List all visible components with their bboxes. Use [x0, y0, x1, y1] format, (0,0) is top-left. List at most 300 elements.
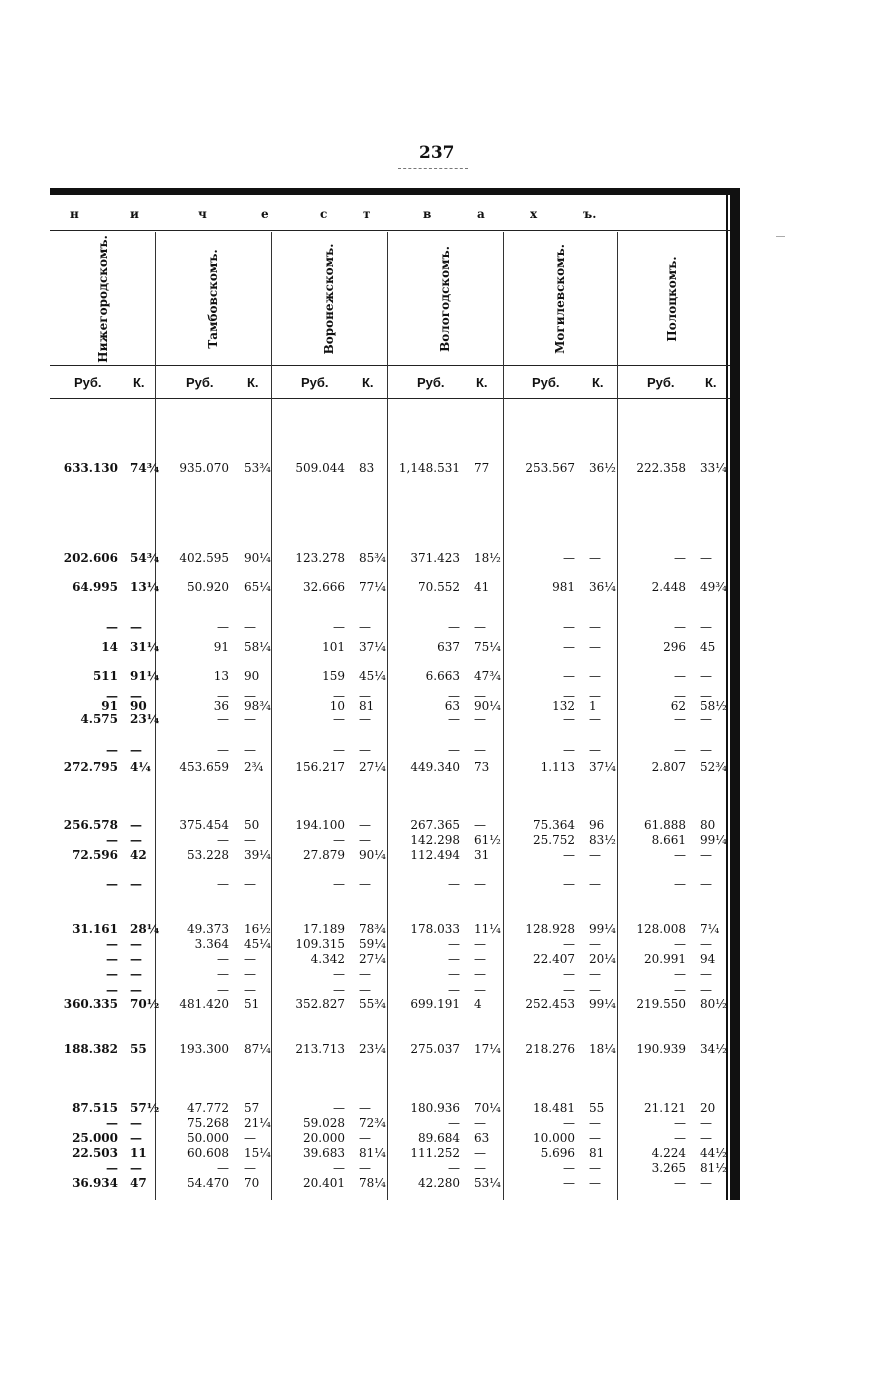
cell-rubles: — [448, 952, 460, 966]
cell-rubles: 21.121 [644, 1101, 686, 1115]
cell-kopecks: 33¼ [700, 461, 727, 475]
cell-kopecks: — [474, 983, 486, 997]
unit-kop: К. [362, 375, 374, 390]
cell-rubles: 20.401 [303, 1176, 345, 1190]
column-header-cell [271, 232, 387, 365]
column-header-cell [50, 232, 155, 365]
cell-kopecks: — [359, 1101, 371, 1115]
cell-kopecks: — [589, 640, 601, 654]
cell-kopecks: — [589, 551, 601, 565]
cell-kopecks: 58½ [700, 699, 727, 713]
unit-rub: Руб. [301, 375, 329, 390]
cell-rubles: — [563, 1116, 575, 1130]
cell-rubles: 10.000 [533, 1131, 575, 1145]
cell-kopecks: — [589, 848, 601, 862]
cell-rubles: — [448, 712, 460, 726]
cell-kopecks: 58¼ [244, 640, 271, 654]
cell-rubles: 60.608 [187, 1146, 229, 1160]
cell-kopecks: — [700, 848, 712, 862]
cell-rubles: 142.298 [410, 833, 460, 847]
cell-rubles: 4.575 [80, 712, 118, 726]
cell-kopecks: — [589, 877, 601, 891]
header-letter: и [130, 207, 139, 221]
unit-kop: К. [247, 375, 259, 390]
cell-kopecks: — [589, 620, 601, 634]
cell-rubles: 91 [213, 640, 229, 654]
cell-kopecks: — [130, 620, 142, 634]
cell-rubles: — [217, 983, 229, 997]
cell-kopecks: 85¾ [359, 551, 386, 565]
cell-kopecks: — [474, 743, 486, 757]
cell-kopecks: 37¼ [359, 640, 386, 654]
cell-kopecks: — [589, 1131, 601, 1145]
cell-rubles: — [217, 833, 229, 847]
units-rule [50, 398, 730, 399]
cell-kopecks: — [130, 877, 142, 891]
cell-rubles: — [674, 1131, 686, 1145]
cell-rubles: 50.920 [187, 580, 229, 594]
cell-rubles: 218.276 [525, 1042, 575, 1056]
cell-kopecks: — [589, 1116, 601, 1130]
cell-kopecks: 23¼ [359, 1042, 386, 1056]
cell-kopecks: 18½ [474, 551, 501, 565]
cell-kopecks: — [130, 1131, 142, 1145]
cell-rubles: 194.100 [295, 818, 345, 832]
cell-kopecks: 78¾ [359, 922, 386, 936]
cell-rubles: — [448, 983, 460, 997]
cell-rubles: 5.696 [540, 1146, 575, 1160]
cell-kopecks: 55 [130, 1042, 147, 1056]
cell-rubles: — [563, 669, 575, 683]
cell-rubles: 159 [322, 669, 345, 683]
cell-kopecks: — [700, 877, 712, 891]
cell-rubles: 59.028 [303, 1116, 345, 1130]
cell-rubles: 13 [213, 669, 229, 683]
unit-rub: Руб. [647, 375, 675, 390]
cell-rubles: — [448, 689, 460, 703]
cell-rubles: 935.070 [179, 461, 229, 475]
cell-rubles: — [333, 877, 345, 891]
column-name: Тамбовскомъ. [206, 248, 220, 349]
cell-kopecks: 99¼ [589, 997, 616, 1011]
cell-rubles: — [674, 689, 686, 703]
cell-rubles: 3.364 [194, 937, 229, 951]
column-name: Полоцкомъ. [664, 255, 679, 342]
cell-rubles: 61.888 [644, 818, 686, 832]
cell-kopecks: — [130, 967, 142, 981]
cell-rubles: 111.252 [410, 1146, 460, 1160]
cell-kopecks: — [130, 1161, 142, 1175]
cell-rubles: 53.228 [187, 848, 229, 862]
cell-rubles: 156.217 [295, 760, 345, 774]
cell-rubles: 481.420 [179, 997, 229, 1011]
cell-rubles: — [563, 551, 575, 565]
cell-kopecks: 53¾ [244, 461, 271, 475]
cell-kopecks: — [359, 712, 371, 726]
cell-kopecks: 90 [130, 699, 147, 713]
cell-kopecks: 54¾ [130, 551, 160, 565]
cell-kopecks: 45 [700, 640, 716, 654]
page-number: 237 [419, 143, 455, 163]
unit-kop: К. [705, 375, 717, 390]
cell-rubles: 54.470 [187, 1176, 229, 1190]
column-header-cell [503, 232, 617, 365]
cell-kopecks: — [359, 689, 371, 703]
cell-rubles: 42.280 [418, 1176, 460, 1190]
cell-rubles: — [333, 712, 345, 726]
cell-kopecks: 81½ [700, 1161, 727, 1175]
cell-rubles: — [563, 1176, 575, 1190]
cell-kopecks: 51 [244, 997, 260, 1011]
cell-rubles: — [333, 1101, 345, 1115]
cell-rubles: — [448, 743, 460, 757]
cell-kopecks: — [244, 1131, 256, 1145]
cell-rubles: — [333, 620, 345, 634]
cell-kopecks: 99¼ [589, 922, 616, 936]
unit-rub: Руб. [74, 375, 102, 390]
cell-rubles: — [106, 877, 118, 891]
cell-rubles: 222.358 [636, 461, 686, 475]
cell-kopecks: 7¼ [700, 922, 720, 936]
cell-kopecks: — [130, 983, 142, 997]
cell-kopecks: — [359, 620, 371, 634]
cell-kopecks: — [700, 712, 712, 726]
cell-kopecks: 57½ [130, 1101, 160, 1115]
cell-rubles: 272.795 [63, 760, 118, 774]
cell-kopecks: — [474, 952, 486, 966]
cell-rubles: 25.000 [72, 1131, 118, 1145]
cell-kopecks: 83 [359, 461, 375, 475]
cell-kopecks: — [130, 937, 142, 951]
margin-mark [776, 236, 785, 237]
cell-kopecks: — [474, 937, 486, 951]
cell-kopecks: — [130, 833, 142, 847]
cell-rubles: 112.494 [410, 848, 460, 862]
cell-kopecks: 34½ [700, 1042, 727, 1056]
cell-rubles: 2.807 [651, 760, 686, 774]
cell-kopecks: — [244, 833, 256, 847]
cell-kopecks: — [589, 743, 601, 757]
cell-rubles: 296 [663, 640, 686, 654]
cell-kopecks: 11¼ [474, 922, 501, 936]
page-number-rule [398, 168, 468, 169]
cell-rubles: 63 [444, 699, 460, 713]
cell-rubles: — [448, 620, 460, 634]
cell-rubles: — [106, 983, 118, 997]
cell-rubles: 101 [322, 640, 345, 654]
cell-rubles: — [106, 967, 118, 981]
cell-kopecks: 99¼ [700, 833, 727, 847]
cell-rubles: 123.278 [295, 551, 345, 565]
cell-rubles: — [106, 743, 118, 757]
cell-rubles: — [448, 1161, 460, 1175]
cell-kopecks: 52¾ [700, 760, 727, 774]
cell-rubles: 132 [552, 699, 575, 713]
cell-kopecks: — [700, 1176, 712, 1190]
cell-kopecks: 18¼ [589, 1042, 616, 1056]
cell-rubles: 202.606 [63, 551, 118, 565]
cell-rubles: 6.663 [425, 669, 460, 683]
cell-kopecks: — [474, 620, 486, 634]
cell-kopecks: — [589, 1161, 601, 1175]
header-letter: а [477, 207, 485, 221]
cell-rubles: 375.454 [179, 818, 229, 832]
cell-kopecks: 21¼ [244, 1116, 271, 1130]
cell-kopecks: — [244, 983, 256, 997]
cell-kopecks: 90¼ [474, 699, 501, 713]
cell-kopecks: 81 [359, 699, 375, 713]
cell-rubles: 128.008 [636, 922, 686, 936]
cell-kopecks: 70½ [130, 997, 160, 1011]
cell-kopecks: — [700, 967, 712, 981]
cell-rubles: — [563, 712, 575, 726]
cell-kopecks: 45¼ [244, 937, 271, 951]
cell-rubles: 89.684 [418, 1131, 460, 1145]
cell-kopecks: 20 [700, 1101, 716, 1115]
cell-rubles: — [217, 952, 229, 966]
cell-kopecks: — [589, 1176, 601, 1190]
cell-kopecks: 39¼ [244, 848, 271, 862]
cell-kopecks: — [359, 1161, 371, 1175]
cell-kopecks: 70¼ [474, 1101, 501, 1115]
cell-kopecks: — [700, 669, 712, 683]
cell-rubles: 17.189 [303, 922, 345, 936]
header-letter: ъ. [583, 207, 597, 221]
cell-rubles: 219.550 [636, 997, 686, 1011]
header-letter: с [320, 207, 328, 221]
cell-kopecks: — [244, 743, 256, 757]
cell-rubles: 62 [670, 699, 686, 713]
cell-kopecks: 1 [589, 699, 597, 713]
cell-kopecks: 90¼ [244, 551, 271, 565]
cell-kopecks: — [244, 877, 256, 891]
cell-rubles: 188.382 [63, 1042, 118, 1056]
cell-rubles: 8.661 [651, 833, 686, 847]
cell-kopecks: 20¼ [589, 952, 616, 966]
cell-kopecks: 83½ [589, 833, 616, 847]
cell-kopecks: 15¼ [244, 1146, 271, 1160]
cell-rubles: — [563, 743, 575, 757]
cell-kopecks: 80 [700, 818, 716, 832]
cell-kopecks: — [700, 743, 712, 757]
cell-kopecks: — [359, 967, 371, 981]
header-letter: в [423, 207, 432, 221]
cell-rubles: 20.000 [303, 1131, 345, 1145]
cell-kopecks: — [589, 689, 601, 703]
cell-rubles: 360.335 [63, 997, 118, 1011]
cell-kopecks: — [359, 1131, 371, 1145]
header-letter: е [261, 207, 269, 221]
cell-kopecks: — [700, 1131, 712, 1145]
cell-kopecks: — [700, 1116, 712, 1130]
cell-rubles: — [217, 689, 229, 703]
cell-kopecks: — [244, 712, 256, 726]
cell-rubles: 453.659 [179, 760, 229, 774]
cell-rubles: 256.578 [63, 818, 118, 832]
cell-kopecks: — [474, 1161, 486, 1175]
cell-rubles: 64.995 [72, 580, 118, 594]
cell-kopecks: — [589, 669, 601, 683]
cell-kopecks: 36¼ [589, 580, 616, 594]
cell-rubles: — [674, 983, 686, 997]
cell-rubles: — [674, 877, 686, 891]
cell-kopecks: — [244, 952, 256, 966]
cell-rubles: 509.044 [295, 461, 345, 475]
cell-rubles: 39.683 [303, 1146, 345, 1160]
cell-kopecks: 31 [474, 848, 490, 862]
cell-kopecks: 57 [244, 1101, 260, 1115]
cell-rubles: 22.407 [533, 952, 575, 966]
cell-rubles: 511 [92, 669, 118, 683]
unit-rub: Руб. [186, 375, 214, 390]
cell-kopecks: — [130, 689, 142, 703]
cell-rubles: 14 [101, 640, 118, 654]
cell-rubles: 253.567 [525, 461, 575, 475]
cell-kopecks: 27¼ [359, 952, 386, 966]
cell-kopecks: 90¼ [359, 848, 386, 862]
cell-rubles: 72.596 [72, 848, 118, 862]
cell-rubles: — [333, 967, 345, 981]
cell-kopecks: 16½ [244, 922, 271, 936]
cell-kopecks: — [700, 937, 712, 951]
column-name: Воронежскомъ. [322, 243, 336, 354]
cell-rubles: — [333, 743, 345, 757]
cell-kopecks: — [700, 983, 712, 997]
header-letter: т [363, 207, 371, 221]
cell-rubles: 275.037 [410, 1042, 460, 1056]
cell-rubles: 699.191 [410, 997, 460, 1011]
cell-kopecks: — [700, 551, 712, 565]
cell-rubles: 180.936 [410, 1101, 460, 1115]
cell-kopecks: — [700, 689, 712, 703]
cell-rubles: — [674, 1176, 686, 1190]
unit-kop: К. [592, 375, 604, 390]
cell-kopecks: 42 [130, 848, 147, 862]
cell-rubles: — [674, 1116, 686, 1130]
cell-rubles: — [674, 620, 686, 634]
column-name: Могилевскомъ. [553, 243, 567, 354]
cell-kopecks: — [130, 952, 142, 966]
cell-rubles: 18.481 [533, 1101, 575, 1115]
cell-kopecks: 53¼ [474, 1176, 501, 1190]
cell-rubles: 91 [101, 699, 118, 713]
cell-rubles: 633.130 [63, 461, 118, 475]
cell-rubles: — [563, 1161, 575, 1175]
cell-rubles: — [563, 848, 575, 862]
cell-rubles: — [448, 937, 460, 951]
cell-kopecks: 4 [474, 997, 482, 1011]
cell-rubles: 36 [213, 699, 229, 713]
cell-rubles: — [674, 967, 686, 981]
cell-rubles: 981 [552, 580, 575, 594]
cell-kopecks: 37¼ [589, 760, 616, 774]
cell-rubles: 20.991 [644, 952, 686, 966]
cell-kopecks: 77¼ [359, 580, 386, 594]
header-letter: ч [198, 207, 207, 221]
cell-rubles: 190.939 [636, 1042, 686, 1056]
table-top-rule [50, 188, 740, 195]
cell-kopecks: 23¼ [130, 712, 160, 726]
cell-kopecks: 74¾ [130, 461, 160, 475]
cell-kopecks: 55¾ [359, 997, 386, 1011]
cell-kopecks: — [474, 1146, 486, 1160]
cell-rubles: 2.448 [651, 580, 686, 594]
cell-kopecks: 77 [474, 461, 490, 475]
cell-rubles: — [448, 1116, 460, 1130]
cell-kopecks: — [244, 967, 256, 981]
cell-rubles: — [106, 833, 118, 847]
column-header-cell [155, 232, 271, 365]
cell-rubles: 371.423 [410, 551, 460, 565]
cell-rubles: — [106, 620, 118, 634]
cell-kopecks: 45¼ [359, 669, 386, 683]
header-rule [50, 230, 730, 231]
cell-rubles: 70.552 [418, 580, 460, 594]
cell-kopecks: 72¾ [359, 1116, 386, 1130]
cell-kopecks: — [244, 689, 256, 703]
cell-kopecks: 28¼ [130, 922, 160, 936]
column-name: Нижегородскомъ. [95, 234, 110, 363]
cell-kopecks: 78¼ [359, 1176, 386, 1190]
cell-rubles: 1,148.531 [398, 461, 460, 475]
cell-rubles: 31.161 [72, 922, 118, 936]
cell-kopecks: 75¼ [474, 640, 501, 654]
cell-kopecks: 49¾ [700, 580, 727, 594]
cell-rubles: — [563, 640, 575, 654]
cell-rubles: 352.827 [295, 997, 345, 1011]
unit-kop: К. [476, 375, 488, 390]
cell-rubles: 36.934 [72, 1176, 118, 1190]
unit-kop: К. [133, 375, 145, 390]
cell-rubles: 49.373 [187, 922, 229, 936]
cell-rubles: 10 [329, 699, 345, 713]
cell-rubles: — [674, 743, 686, 757]
cell-kopecks: 59¼ [359, 937, 386, 951]
unit-rub: Руб. [532, 375, 560, 390]
cell-kopecks: — [474, 818, 486, 832]
cell-kopecks: 13¼ [130, 580, 160, 594]
cell-rubles: 75.364 [533, 818, 575, 832]
column-header-cell [617, 232, 726, 365]
cell-rubles: — [674, 937, 686, 951]
cell-rubles: — [217, 620, 229, 634]
cell-kopecks: — [359, 983, 371, 997]
cell-rubles: — [106, 689, 118, 703]
column-header-cell [387, 232, 503, 365]
cell-kopecks: 70 [244, 1176, 260, 1190]
cell-rubles: — [563, 689, 575, 703]
cell-rubles: — [106, 1116, 118, 1130]
column-name: Вологодскомъ. [438, 245, 452, 352]
cell-rubles: 4.224 [651, 1146, 686, 1160]
cell-rubles: — [217, 877, 229, 891]
cell-rubles: 178.033 [410, 922, 460, 936]
cell-rubles: — [563, 983, 575, 997]
cell-kopecks: — [244, 620, 256, 634]
cell-kopecks: 27¼ [359, 760, 386, 774]
cell-kopecks: 4¼ [130, 760, 151, 774]
cell-rubles: — [448, 877, 460, 891]
cell-rubles: — [333, 833, 345, 847]
cell-kopecks: — [474, 712, 486, 726]
cell-kopecks: — [359, 818, 371, 832]
cell-kopecks: 44½ [700, 1146, 727, 1160]
cell-kopecks: 87¼ [244, 1042, 271, 1056]
cell-rubles: — [674, 712, 686, 726]
cell-kopecks: — [474, 877, 486, 891]
cell-rubles: — [217, 743, 229, 757]
cell-rubles: — [333, 689, 345, 703]
